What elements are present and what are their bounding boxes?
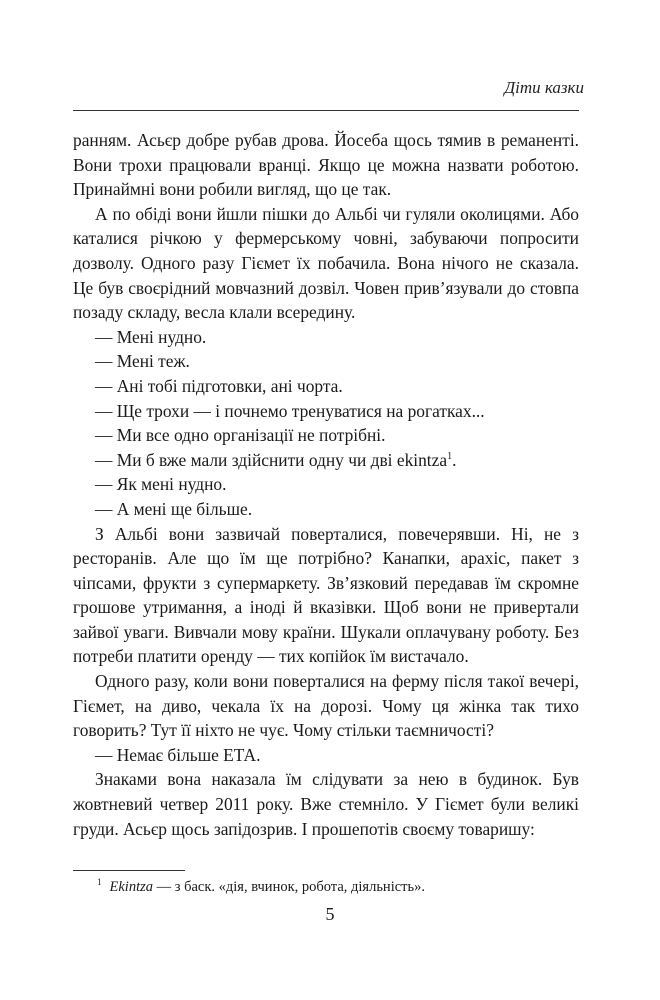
dialogue-line-9: — Немає більше ЕТА. [95,744,261,765]
footnote-number: 1 [97,877,102,888]
body-text [73,128,579,841]
dialogue-line-8: — А мені ще більше. [95,498,253,519]
dialogue-line-2: — Мені теж. [95,351,190,372]
footnote-term: Ekintza [109,879,153,895]
dialogue-line-6-text: — Ми б вже мали здійснити одну чи дві ekintza [95,449,448,470]
paragraph-5: Знаками вона наказала їм слідувати за нею в будинок. Був жовтневий четвер 2011 року. Вже стемніло. У Гіємет були великі груди. Асьєр щось запідозрив. І прошепотів своєму товаришу: [73,769,579,839]
dialogue-line-5: — Ми все одно організації не потрібні. [95,425,386,446]
page-number: 5 [325,904,335,924]
running-head: Діти казки [504,78,584,97]
footnote-text: — з баск. «дія, вчинок, робота, діяльність». [153,879,425,895]
dialogue-line-6: — Ми б вже мали здійснити одну чи дві ekintza$^1$. [95,449,457,470]
dialogue-line-1: — Мені нудно. [95,326,207,347]
paragraph-4: Одного разу, коли вони поверталися на ферму після такої вечері, Гіємет, на диво, чекала їх на дорозі. Чому ця жінка так тихо говорить? Тут її ніхто не чує. Чому стільки таємничості? [73,671,579,741]
dialogue-line-3: — Ані тобі підготовки, ані чорта. [95,375,343,396]
paragraph-1: ранням. Асьєр добре рубав дрова. Йосеба щось тямив в реманенті. Вони трохи працювали вранці. Якщо це можна назвати роботою. Принаймні вони робили вигляд, що це так. [73,130,579,200]
paragraph-3: З Альбі вони зазвичай поверталися, повечерявши. Ні, не з ресторанів. Але що їм ще потрібно? Канапки, арахіс, пакет з чіпсами, фрукти з супермаркету. Зв’язковий передавав їм скромне грошове утримання, а іноді й вказівки. Щоб вони не привертали зайвої уваги. Вивчали мову країни. Шукали оплачувану роботу. Без потреби платити оренду — тих копійок їм вистачало. [73,523,579,667]
footnote-rule [73,870,185,871]
dialogue-line-7: — Як мені нудно. [95,474,227,495]
footnote-reference[interactable]: 1 [447,450,453,462]
header-rule [73,110,579,111]
paragraph-2: А по обіді вони йшли пішки до Альбі чи гуляли околицями. Або каталися річкою у фермерському човні, забуваючи попросити дозволу. Одного разу Гіємет їх побачила. Вона нічого не сказала. Це був своєрідний мовчазний дозвіл. Човен прив’язували до стовпа позаду складу, весла клали всередину. [73,203,579,323]
dialogue-line-4: — Ще трохи — і почнемо тренуватися на рогатках... [95,400,485,421]
footnote [97,878,579,897]
